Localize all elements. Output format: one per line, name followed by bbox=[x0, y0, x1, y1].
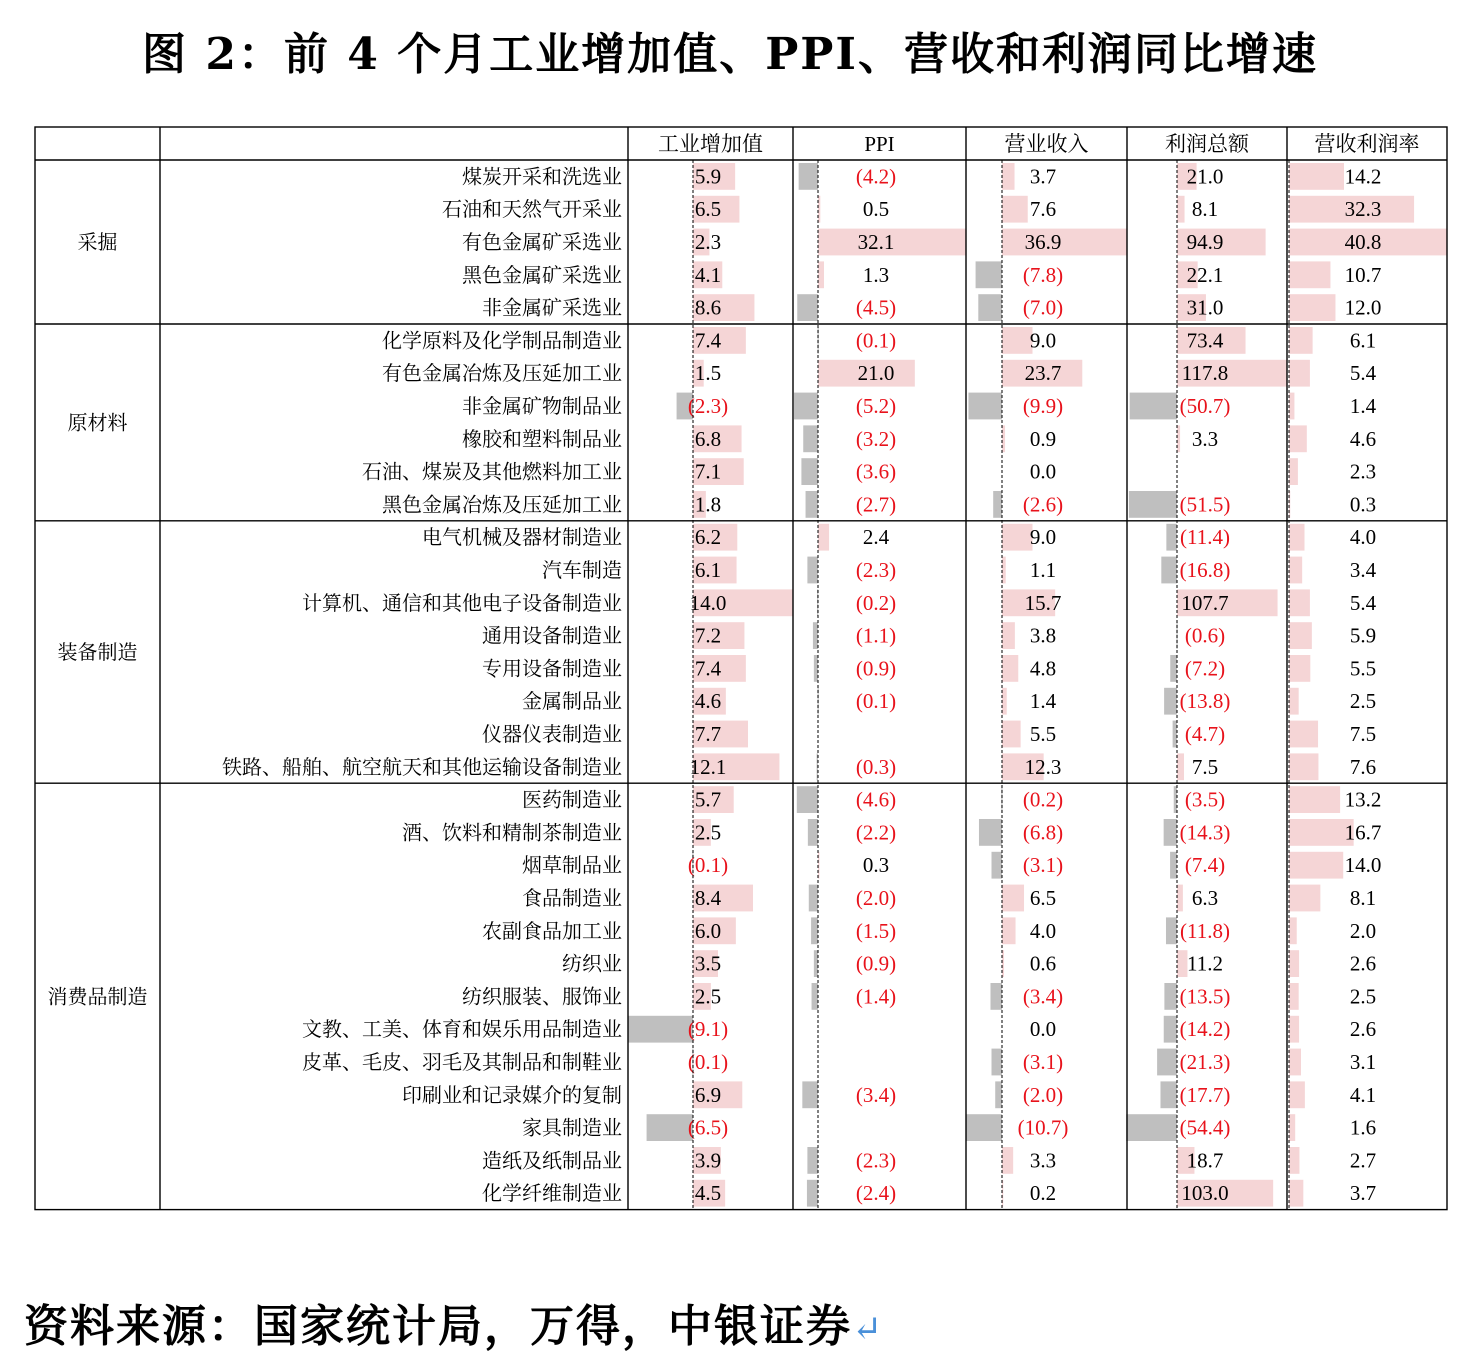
data-label: 0.9 bbox=[1029, 426, 1057, 451]
data-label: 13.2 bbox=[1344, 787, 1382, 812]
data-bar bbox=[1289, 557, 1302, 584]
data-bar bbox=[1002, 655, 1018, 682]
data-label: (13.5) bbox=[1179, 984, 1231, 1009]
data-bar bbox=[976, 261, 1002, 288]
data-bar bbox=[1289, 1147, 1299, 1174]
data-label: 7.6 bbox=[1349, 754, 1377, 779]
data-label: (0.9) bbox=[855, 656, 897, 681]
data-bar bbox=[1289, 1114, 1295, 1141]
data-bar bbox=[1289, 393, 1294, 420]
data-bar bbox=[1289, 885, 1320, 912]
data-label: 1.8 bbox=[694, 492, 722, 517]
data-label: 8.6 bbox=[694, 295, 722, 320]
data-bar bbox=[1289, 852, 1343, 879]
industry-label: 黑色金属矿采选业 bbox=[462, 264, 622, 287]
data-bar bbox=[807, 1147, 818, 1174]
data-label: 7.5 bbox=[1191, 754, 1219, 779]
data-bar bbox=[1002, 557, 1006, 584]
data-bar bbox=[1002, 196, 1028, 223]
industry-label: 石油和天然气开采业 bbox=[442, 199, 622, 222]
data-label: (9.1) bbox=[687, 1017, 729, 1042]
data-label: (7.4) bbox=[1184, 853, 1226, 878]
data-label: (4.7) bbox=[1184, 722, 1226, 746]
data-label: 6.3 bbox=[1191, 886, 1219, 910]
data-bar bbox=[1289, 1016, 1299, 1043]
industry-label: 家具制造业 bbox=[522, 1117, 622, 1140]
data-label: 3.9 bbox=[694, 1148, 722, 1173]
data-bar bbox=[797, 786, 818, 813]
data-label: 15.7 bbox=[1024, 590, 1062, 615]
data-label: 4.0 bbox=[1349, 525, 1377, 550]
data-bar bbox=[1289, 688, 1299, 715]
industry-label: 烟草制品业 bbox=[522, 855, 622, 878]
data-label: 7.4 bbox=[694, 656, 722, 681]
data-label: 7.5 bbox=[1349, 722, 1377, 746]
data-bar bbox=[1289, 950, 1299, 977]
data-bar bbox=[801, 458, 818, 485]
industry-label: 专用设备制造业 bbox=[482, 658, 622, 681]
data-label: (21.3) bbox=[1179, 1050, 1231, 1074]
data-bar bbox=[1289, 622, 1312, 649]
data-bar bbox=[1002, 163, 1015, 190]
industry-label: 纺织业 bbox=[562, 953, 622, 976]
data-label: 94.9 bbox=[1186, 230, 1224, 254]
data-label: 5.7 bbox=[694, 787, 722, 812]
data-bar bbox=[814, 655, 818, 682]
data-bar bbox=[1289, 360, 1310, 387]
data-label: 36.9 bbox=[1024, 230, 1062, 254]
data-label: (3.4) bbox=[855, 1082, 897, 1107]
data-bar bbox=[1177, 196, 1185, 223]
data-label: 1.5 bbox=[694, 361, 722, 386]
data-bar bbox=[1289, 917, 1297, 944]
group-label: 装备制造 bbox=[57, 642, 138, 664]
data-bar bbox=[812, 983, 818, 1010]
data-label: 5.9 bbox=[694, 164, 722, 189]
data-label: 12.0 bbox=[1344, 295, 1382, 320]
data-bar bbox=[1177, 950, 1187, 977]
data-label: (50.7) bbox=[1179, 394, 1231, 418]
data-label: (13.8) bbox=[1179, 689, 1231, 714]
data-label: (2.0) bbox=[855, 886, 897, 910]
data-label: (51.5) bbox=[1179, 492, 1231, 517]
column-header: 利润总额 bbox=[1165, 132, 1249, 156]
data-label: (3.4) bbox=[1022, 984, 1064, 1009]
data-label: (54.4) bbox=[1179, 1115, 1231, 1140]
data-label: 2.3 bbox=[694, 230, 722, 254]
data-bar bbox=[1166, 524, 1177, 551]
data-bar bbox=[1002, 688, 1007, 715]
data-label: (0.6) bbox=[1184, 623, 1226, 648]
data-label: 6.2 bbox=[694, 525, 722, 550]
data-label: 7.7 bbox=[694, 722, 722, 746]
data-label: (0.2) bbox=[855, 590, 897, 615]
data-label: 73.4 bbox=[1186, 328, 1224, 353]
data-bar bbox=[1289, 425, 1307, 452]
data-bar bbox=[1157, 1049, 1177, 1076]
data-label: 32.1 bbox=[857, 230, 895, 254]
data-label: 8.1 bbox=[1191, 197, 1219, 222]
data-label: (5.2) bbox=[855, 394, 897, 418]
data-label: (0.9) bbox=[855, 951, 897, 976]
data-label: 6.1 bbox=[1349, 328, 1377, 353]
data-bar bbox=[1002, 721, 1021, 748]
data-label: (14.2) bbox=[1179, 1017, 1231, 1042]
data-label: (7.8) bbox=[1022, 262, 1064, 287]
column-header: PPI bbox=[864, 132, 895, 156]
data-label: 12.1 bbox=[689, 754, 727, 779]
data-label: 7.1 bbox=[694, 459, 722, 484]
data-label: (2.6) bbox=[1022, 492, 1064, 517]
return-mark: ↵ bbox=[852, 1309, 885, 1350]
industry-label: 化学原料及化学制品制造业 bbox=[382, 330, 622, 353]
data-label: 9.0 bbox=[1029, 525, 1057, 550]
data-bar bbox=[807, 557, 818, 584]
data-label: 4.6 bbox=[1349, 426, 1377, 451]
data-label: 3.4 bbox=[1349, 558, 1377, 582]
data-bar bbox=[803, 425, 818, 452]
industry-label: 汽车制造 bbox=[542, 560, 622, 582]
data-bar bbox=[811, 917, 818, 944]
industry-label: 石油、煤炭及其他燃料加工业 bbox=[362, 461, 622, 484]
data-bar bbox=[1177, 753, 1184, 780]
data-label: 21.0 bbox=[857, 361, 895, 386]
data-label: (0.1) bbox=[855, 328, 897, 353]
column-header: 营业收入 bbox=[1004, 132, 1089, 156]
data-bar bbox=[1002, 229, 1127, 256]
data-label: 11.2 bbox=[1187, 951, 1223, 976]
industry-label: 酒、饮料和精制茶制造业 bbox=[402, 822, 622, 845]
data-label: (3.1) bbox=[1022, 853, 1064, 878]
data-label: 1.1 bbox=[1029, 558, 1057, 582]
data-bar bbox=[1289, 655, 1310, 682]
data-label: 5.5 bbox=[1029, 722, 1057, 746]
data-label: 3.8 bbox=[1029, 623, 1057, 648]
data-bar bbox=[1002, 622, 1015, 649]
data-label: 3.3 bbox=[1029, 1148, 1057, 1173]
data-label: (0.2) bbox=[1022, 787, 1064, 812]
data-label: 0.5 bbox=[862, 197, 890, 222]
data-bar bbox=[1164, 688, 1177, 715]
data-label: 4.5 bbox=[694, 1181, 722, 1206]
data-bar bbox=[1002, 524, 1032, 551]
data-label: 4.0 bbox=[1029, 918, 1057, 943]
data-label: 2.5 bbox=[694, 984, 722, 1009]
data-label: 0.3 bbox=[1349, 492, 1377, 517]
data-bar bbox=[993, 491, 1002, 518]
data-label: (4.6) bbox=[855, 787, 897, 812]
data-label: 2.5 bbox=[694, 820, 722, 845]
data-bar bbox=[1002, 917, 1016, 944]
data-bar bbox=[1289, 163, 1344, 190]
data-bar bbox=[995, 1081, 1002, 1108]
industry-label: 非金属矿采选业 bbox=[482, 297, 622, 320]
data-bar bbox=[1289, 1180, 1303, 1207]
data-bar bbox=[1289, 753, 1318, 780]
data-label: (9.9) bbox=[1022, 394, 1064, 418]
data-label: 4.1 bbox=[1349, 1082, 1377, 1107]
industry-label: 电气机械及器材制造业 bbox=[422, 527, 622, 550]
data-label: 2.0 bbox=[1349, 918, 1377, 943]
data-bar bbox=[1164, 819, 1177, 846]
data-label: 14.2 bbox=[1344, 164, 1382, 189]
data-bar bbox=[807, 1180, 818, 1207]
group-label: 采掘 bbox=[77, 232, 118, 254]
data-bar bbox=[1289, 1049, 1301, 1076]
data-bar bbox=[1289, 524, 1304, 551]
data-label: (6.5) bbox=[687, 1115, 729, 1140]
data-bar bbox=[1126, 1114, 1177, 1141]
industry-label: 通用设备制造业 bbox=[482, 625, 622, 648]
data-label: 4.6 bbox=[694, 689, 722, 714]
data-label: (16.8) bbox=[1179, 558, 1231, 582]
data-label: 0.6 bbox=[1029, 951, 1057, 976]
data-label: 3.7 bbox=[1029, 164, 1057, 189]
data-label: 2.6 bbox=[1349, 951, 1377, 976]
data-bar bbox=[1129, 491, 1177, 518]
data-label: 0.0 bbox=[1029, 1017, 1057, 1042]
data-bar bbox=[1289, 327, 1313, 354]
data-bar bbox=[797, 294, 818, 321]
data-bar bbox=[818, 196, 820, 223]
data-label: 7.4 bbox=[694, 328, 722, 353]
data-bar bbox=[1289, 589, 1310, 616]
source-text: 资料来源：国家统计局，万得，中银证券 bbox=[24, 1301, 852, 1352]
industry-label: 金属制品业 bbox=[522, 691, 622, 714]
data-label: (17.7) bbox=[1179, 1082, 1231, 1107]
data-label: (0.3) bbox=[855, 754, 897, 779]
data-label: 40.8 bbox=[1344, 230, 1382, 254]
industry-label: 文教、工美、体育和娱乐用品制造业 bbox=[302, 1019, 622, 1042]
data-label: (3.2) bbox=[855, 426, 897, 451]
data-bar bbox=[806, 491, 818, 518]
data-label: 1.4 bbox=[1349, 394, 1377, 418]
industry-label: 计算机、通信和其他电子设备制造业 bbox=[302, 592, 622, 615]
source-note bbox=[24, 1290, 884, 1354]
data-bar bbox=[1170, 852, 1177, 879]
industry-label: 有色金属矿采选业 bbox=[462, 232, 622, 254]
data-label: (4.2) bbox=[855, 164, 897, 189]
data-label: 6.0 bbox=[694, 918, 722, 943]
data-bar bbox=[1289, 786, 1340, 813]
data-label: 5.4 bbox=[1349, 590, 1377, 615]
data-label: (2.4) bbox=[855, 1181, 897, 1206]
data-label: 4.8 bbox=[1029, 656, 1057, 681]
data-bar bbox=[802, 1081, 818, 1108]
data-label: 1.4 bbox=[1029, 689, 1057, 714]
data-label: (7.2) bbox=[1184, 656, 1226, 681]
data-label: 1.6 bbox=[1349, 1115, 1377, 1140]
data-bar bbox=[991, 1049, 1002, 1076]
data-bar bbox=[1289, 1081, 1305, 1108]
industry-label: 非金属矿物制品业 bbox=[462, 396, 622, 418]
data-label: 2.6 bbox=[1349, 1017, 1377, 1042]
data-label: 14.0 bbox=[1344, 853, 1382, 878]
data-bar bbox=[809, 885, 818, 912]
data-bar bbox=[1002, 425, 1005, 452]
data-bar bbox=[1164, 1016, 1177, 1043]
data-label: 3.1 bbox=[1349, 1050, 1377, 1074]
data-bar bbox=[1164, 983, 1177, 1010]
data-bar bbox=[1289, 983, 1299, 1010]
data-label: (2.3) bbox=[855, 1148, 897, 1173]
data-label: (2.3) bbox=[687, 394, 729, 418]
data-label: 16.7 bbox=[1344, 820, 1382, 845]
industry-label: 皮革、毛皮、羽毛及其制品和制鞋业 bbox=[302, 1052, 622, 1074]
data-label: 2.5 bbox=[1349, 984, 1377, 1009]
data-label: 7.2 bbox=[694, 623, 722, 648]
data-label: 6.1 bbox=[694, 558, 722, 582]
data-label: 8.4 bbox=[694, 886, 722, 910]
data-bar bbox=[1166, 917, 1177, 944]
data-label: 32.3 bbox=[1344, 197, 1382, 222]
data-label: 107.7 bbox=[1181, 590, 1229, 615]
data-bar bbox=[1289, 294, 1335, 321]
data-bar bbox=[966, 1114, 1002, 1141]
data-label: 14.0 bbox=[689, 590, 727, 615]
data-label: 22.1 bbox=[1186, 262, 1224, 287]
industry-label: 煤炭开采和洗选业 bbox=[462, 166, 622, 189]
data-bar bbox=[1002, 327, 1032, 354]
industry-label: 造纸及纸制品业 bbox=[482, 1150, 622, 1173]
data-bar bbox=[990, 983, 1002, 1010]
data-label: (0.1) bbox=[687, 1050, 729, 1074]
data-label: (11.4) bbox=[1180, 525, 1230, 550]
data-bar bbox=[1173, 721, 1177, 748]
data-label: (0.1) bbox=[855, 689, 897, 714]
data-bar bbox=[991, 852, 1002, 879]
data-label: 12.3 bbox=[1024, 754, 1062, 779]
industry-label: 化学纤维制造业 bbox=[482, 1183, 622, 1206]
data-label: 4.1 bbox=[694, 262, 722, 287]
industry-label: 有色金属冶炼及压延加工业 bbox=[382, 363, 622, 386]
data-bar bbox=[818, 524, 829, 551]
data-bar bbox=[799, 163, 818, 190]
data-bar bbox=[1289, 458, 1298, 485]
data-label: 117.8 bbox=[1181, 361, 1229, 386]
data-bar bbox=[647, 1114, 693, 1141]
data-bar bbox=[979, 819, 1002, 846]
data-label: (2.7) bbox=[855, 492, 897, 517]
data-label: 7.6 bbox=[1029, 197, 1057, 222]
data-label: 103.0 bbox=[1181, 1181, 1229, 1206]
data-label: 6.5 bbox=[694, 197, 722, 222]
data-bar bbox=[1177, 425, 1180, 452]
column-header: 工业增加值 bbox=[658, 132, 763, 156]
data-bar bbox=[1002, 1147, 1013, 1174]
data-label: 2.5 bbox=[1349, 689, 1377, 714]
data-label: 3.3 bbox=[1191, 426, 1219, 451]
data-bar bbox=[808, 819, 818, 846]
data-label: (0.1) bbox=[687, 853, 729, 878]
data-bar bbox=[813, 622, 818, 649]
data-bar bbox=[1130, 393, 1177, 420]
data-bar bbox=[1161, 557, 1177, 584]
industry-label: 仪器仪表制造业 bbox=[482, 724, 622, 746]
data-label: 2.3 bbox=[1349, 459, 1377, 484]
data-label: (2.2) bbox=[855, 820, 897, 845]
data-label: (11.8) bbox=[1180, 918, 1230, 943]
data-bar bbox=[628, 1016, 693, 1043]
data-label: 21.0 bbox=[1186, 164, 1224, 189]
data-label: 3.7 bbox=[1349, 1181, 1377, 1206]
data-label: 18.7 bbox=[1186, 1148, 1224, 1173]
data-label: 5.9 bbox=[1349, 623, 1377, 648]
group-label: 原材料 bbox=[67, 412, 128, 435]
data-label: 6.8 bbox=[694, 426, 722, 451]
data-bar bbox=[1177, 885, 1183, 912]
data-label: 10.7 bbox=[1344, 262, 1382, 287]
data-label: (1.5) bbox=[855, 918, 897, 943]
industry-label: 橡胶和塑料制品业 bbox=[462, 428, 622, 451]
group-label: 消费品制造 bbox=[47, 986, 148, 1009]
data-label: (4.5) bbox=[855, 295, 897, 320]
data-label: 0.2 bbox=[1029, 1181, 1057, 1206]
industry-label: 印刷业和记录媒介的复制 bbox=[402, 1084, 622, 1107]
industry-label: 黑色金属冶炼及压延加工业 bbox=[382, 494, 622, 517]
data-label: (3.5) bbox=[1184, 787, 1226, 812]
data-bar bbox=[818, 261, 824, 288]
data-label: 5.4 bbox=[1349, 361, 1377, 386]
industry-label: 农副食品加工业 bbox=[482, 920, 622, 943]
data-label: 1.3 bbox=[862, 262, 890, 287]
data-label: 8.1 bbox=[1349, 886, 1377, 910]
data-label: 2.7 bbox=[1349, 1148, 1377, 1173]
data-label: (10.7) bbox=[1017, 1115, 1069, 1140]
data-bar bbox=[1002, 885, 1024, 912]
data-label: (1.4) bbox=[855, 984, 897, 1009]
column-header: 营收利润率 bbox=[1314, 132, 1420, 156]
data-label: (3.6) bbox=[855, 459, 897, 484]
data-bar bbox=[814, 950, 818, 977]
data-label: (6.8) bbox=[1022, 820, 1064, 845]
data-label: (7.0) bbox=[1022, 295, 1064, 320]
industry-label: 食品制造业 bbox=[522, 888, 622, 910]
data-label: 2.4 bbox=[862, 525, 890, 550]
chart-title: 图 2：前 4 个月工业增加值、PPI、营收和利润同比增速 bbox=[142, 29, 1318, 80]
data-bar bbox=[978, 294, 1002, 321]
data-bar bbox=[1289, 261, 1330, 288]
data-label: 5.5 bbox=[1349, 656, 1377, 681]
data-label: (2.0) bbox=[1022, 1082, 1064, 1107]
data-label: 0.0 bbox=[1029, 459, 1057, 484]
data-label: (3.1) bbox=[1022, 1050, 1064, 1074]
data-label: 6.5 bbox=[1029, 886, 1057, 910]
data-bar bbox=[794, 393, 818, 420]
data-bar bbox=[1170, 655, 1177, 682]
industry-label: 纺织服装、服饰业 bbox=[462, 986, 622, 1009]
data-label: 23.7 bbox=[1024, 361, 1062, 386]
industry-label: 铁路、船舶、航空航天和其他运输设备制造业 bbox=[222, 756, 622, 779]
data-label: 9.0 bbox=[1029, 328, 1057, 353]
data-label: 6.9 bbox=[694, 1082, 722, 1107]
data-bar bbox=[1160, 1081, 1177, 1108]
data-label: 31.0 bbox=[1186, 295, 1224, 320]
data-label: (14.3) bbox=[1179, 820, 1231, 845]
data-bar bbox=[1289, 721, 1318, 748]
data-label: 3.5 bbox=[694, 951, 722, 976]
data-label: (2.3) bbox=[855, 558, 897, 582]
data-label: 0.3 bbox=[862, 853, 890, 878]
industry-label: 医药制造业 bbox=[522, 789, 622, 812]
data-label: (1.1) bbox=[855, 623, 897, 648]
data-bar bbox=[968, 393, 1002, 420]
